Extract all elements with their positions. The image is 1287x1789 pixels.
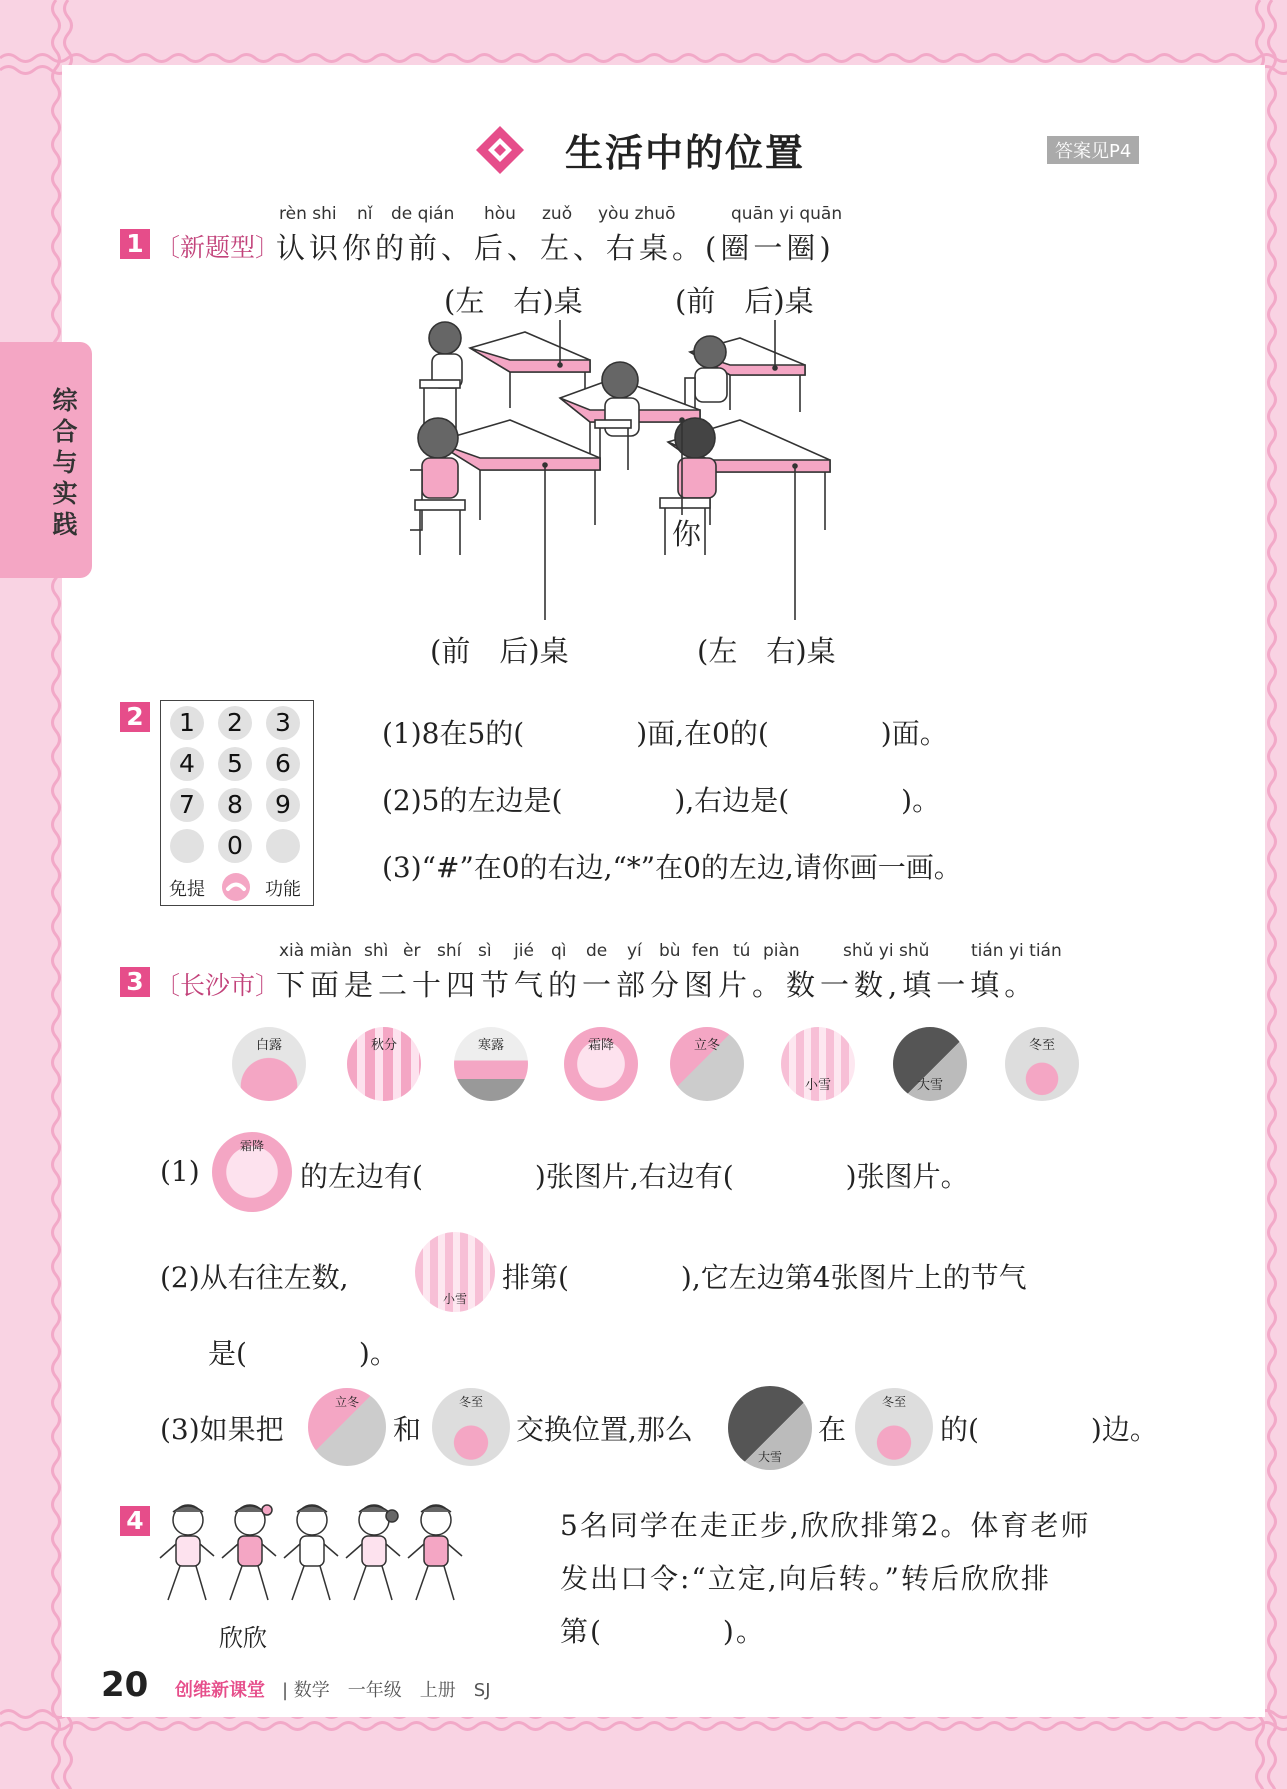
q1-pinyin: nǐ (357, 204, 373, 224)
q2-line-1: (1)8在5的( )面,在0的( )面。 (382, 717, 948, 750)
key-9: 9 (266, 788, 300, 822)
q3-pinyin: tú (733, 941, 751, 961)
q4-line-2: 发出口令:“立定,向后转。”转后欣欣排 (560, 1562, 1051, 1595)
q3-sub3-mid: 交换位置,那么 (516, 1413, 693, 1446)
q3-pinyin: piàn (763, 941, 800, 961)
footer-book-info: | 数学 一年级 上册 SJ (282, 1680, 491, 1701)
question-1-tag: 〔新题型〕 (155, 233, 281, 262)
key-6: 6 (266, 747, 300, 781)
title-diamond-icon (474, 124, 526, 176)
q3-sub2-prefix: (2)从右往左数, (160, 1261, 349, 1294)
xinxin-label: 欣欣 (219, 1624, 267, 1652)
key-2: 2 (218, 706, 252, 740)
key-8: 8 (218, 788, 252, 822)
key-4: 4 (170, 747, 204, 781)
q1-pinyin: yòu zhuō (598, 204, 676, 224)
q4-line-1: 5名同学在走正步,欣欣排第2。体育老师 (560, 1509, 1091, 1542)
q3-pinyin: jié (514, 941, 534, 961)
key-star-blank (170, 829, 204, 863)
q1-pinyin: rèn shi (279, 204, 337, 224)
term-picture-qiufen: 秋分 (347, 1027, 421, 1101)
q3-sub2-text: 排第( ),它左边第4张图片上的节气 (502, 1261, 1027, 1294)
key-5: 5 (218, 747, 252, 781)
q3-pinyin: de (586, 941, 608, 961)
term-picture-daxue: 大雪 (893, 1027, 967, 1101)
q1-pinyin: hòu (484, 204, 516, 224)
q2-line-3: (3)“#”在0的右边,“*”在0的左边,请你画一画。 (382, 851, 962, 884)
q3-sub3-and: 和 (393, 1413, 422, 1446)
function-label: 功能 (265, 879, 301, 900)
term-picture-dongzhi: 冬至 (1005, 1027, 1079, 1101)
phone-keypad (160, 700, 314, 906)
q3-pinyin: bù (659, 941, 681, 961)
q3-pinyin: shǔ yi shǔ (843, 941, 930, 961)
q3-sub3-end: 的( )边。 (940, 1413, 1158, 1446)
q3-sub1-prefix: (1) (160, 1155, 200, 1188)
q1-pinyin: quān yi quān (731, 204, 843, 224)
key-1: 1 (170, 706, 204, 740)
inline-picture-xiaoxue: 小雪 (415, 1232, 495, 1312)
question-1-number: 1 (120, 229, 150, 259)
classroom-desks-illustration (410, 320, 900, 620)
term-picture-bailu: 白露 (232, 1027, 306, 1101)
question-3-text: 下面是二十四节气的一部分图片。数一数,填一填。 (276, 968, 1039, 1002)
students-marching-illustration (158, 1500, 478, 1612)
q3-pinyin: shì (364, 941, 389, 961)
q3-pinyin: xià miàn (279, 941, 353, 961)
q3-pinyin: tián yi tián (971, 941, 1062, 961)
inline-picture-dongzhi-2: 冬至 (855, 1388, 933, 1466)
q1-pinyin: zuǒ (542, 204, 573, 224)
label-top-right-desk: (前 后)桌 (675, 284, 814, 318)
speaker-label: 免提 (169, 879, 205, 900)
q3-sub1-text: 的左边有( )张图片,右边有( )张图片。 (300, 1160, 969, 1193)
label-you: 你 (672, 517, 702, 551)
page-number: 20 (101, 1665, 149, 1705)
question-1-text: 认识你的前、后、左、右桌。(圈一圈) (276, 231, 835, 265)
label-bottom-right-desk: (左 右)桌 (697, 634, 836, 668)
label-bottom-left-desk: (前 后)桌 (430, 634, 569, 668)
q4-line-3: 第( )。 (560, 1615, 766, 1648)
label-top-left-desk: (左 右)桌 (444, 284, 583, 318)
question-4-number: 4 (120, 1506, 150, 1536)
inline-picture-lidong: 立冬 (308, 1388, 386, 1466)
key-3: 3 (266, 706, 300, 740)
q3-sub3-prefix: (3)如果把 (160, 1413, 284, 1446)
side-tab-label: 综合与实践 (52, 386, 78, 539)
key-7: 7 (170, 788, 204, 822)
question-3-number: 3 (120, 967, 150, 997)
key-0: 0 (218, 829, 252, 863)
inline-picture-daxue: 大雪 (728, 1386, 812, 1470)
q3-sub3-at: 在 (818, 1413, 847, 1446)
phone-call-icon (221, 872, 251, 902)
q3-pinyin: èr (403, 941, 421, 961)
question-3-tag: 〔长沙市〕 (155, 971, 281, 1000)
q3-pinyin: qì (551, 941, 567, 961)
term-picture-lidong: 立冬 (670, 1027, 744, 1101)
q3-sub2-cont: 是( )。 (208, 1337, 398, 1370)
q3-pinyin: shí (437, 941, 462, 961)
q1-pinyin: de qián (391, 204, 455, 224)
q3-pinyin: fen (692, 941, 720, 961)
term-picture-shuangjiang: 霜降 (564, 1027, 638, 1101)
answer-reference: 答案见P4 (1047, 136, 1139, 164)
term-picture-hanlu: 寒露 (454, 1027, 528, 1101)
footer-brand: 创维新课堂 (175, 1680, 265, 1701)
inline-picture-dongzhi: 冬至 (432, 1388, 510, 1466)
page-title: 生活中的位置 (565, 131, 806, 175)
key-hash-blank (266, 829, 300, 863)
q2-line-2: (2)5的左边是( ),右边是( )。 (382, 784, 941, 817)
q3-pinyin: sì (478, 941, 492, 961)
inline-picture-shuangjiang: 霜降 (212, 1132, 292, 1212)
term-picture-xiaoxue: 小雪 (781, 1027, 855, 1101)
q3-pinyin: yí (627, 941, 642, 961)
question-2-number: 2 (120, 702, 150, 732)
